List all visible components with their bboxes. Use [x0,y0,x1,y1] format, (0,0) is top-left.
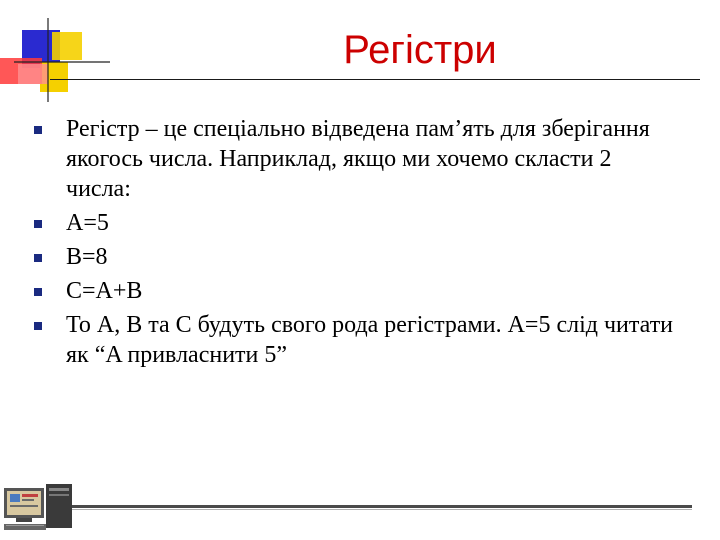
bullet-text: B=8 [66,244,108,270]
bullet-list [34,114,674,374]
bullet-text: A=5 [66,210,109,236]
bullet-text: То A, B та C будуть свого рода регістрами. A=5 слід читати як “A привласнити 5” [66,312,674,368]
bullet-icon [34,254,42,262]
list-item [34,276,674,306]
computer-icon [2,480,76,534]
bullet-text: Регістр – це спеціально відведена пам’ять для зберігання якогось числа. Наприклад, якщо ми хочемо скласти 2 числа: [66,116,650,202]
bullet-icon [34,288,42,296]
bullet-icon [34,322,42,330]
footer-divider-shadow [70,509,692,510]
bullet-icon [34,126,42,134]
bullet-icon [34,220,42,228]
list-item [34,114,674,204]
list-item [34,208,674,238]
footer-divider [70,505,692,508]
bullet-text: C=A+B [66,278,143,304]
decorative-squares-icon [0,0,120,110]
list-item [34,242,674,272]
title-divider [50,79,700,80]
list-item [34,310,674,370]
slide-title: Регістри [343,28,497,72]
